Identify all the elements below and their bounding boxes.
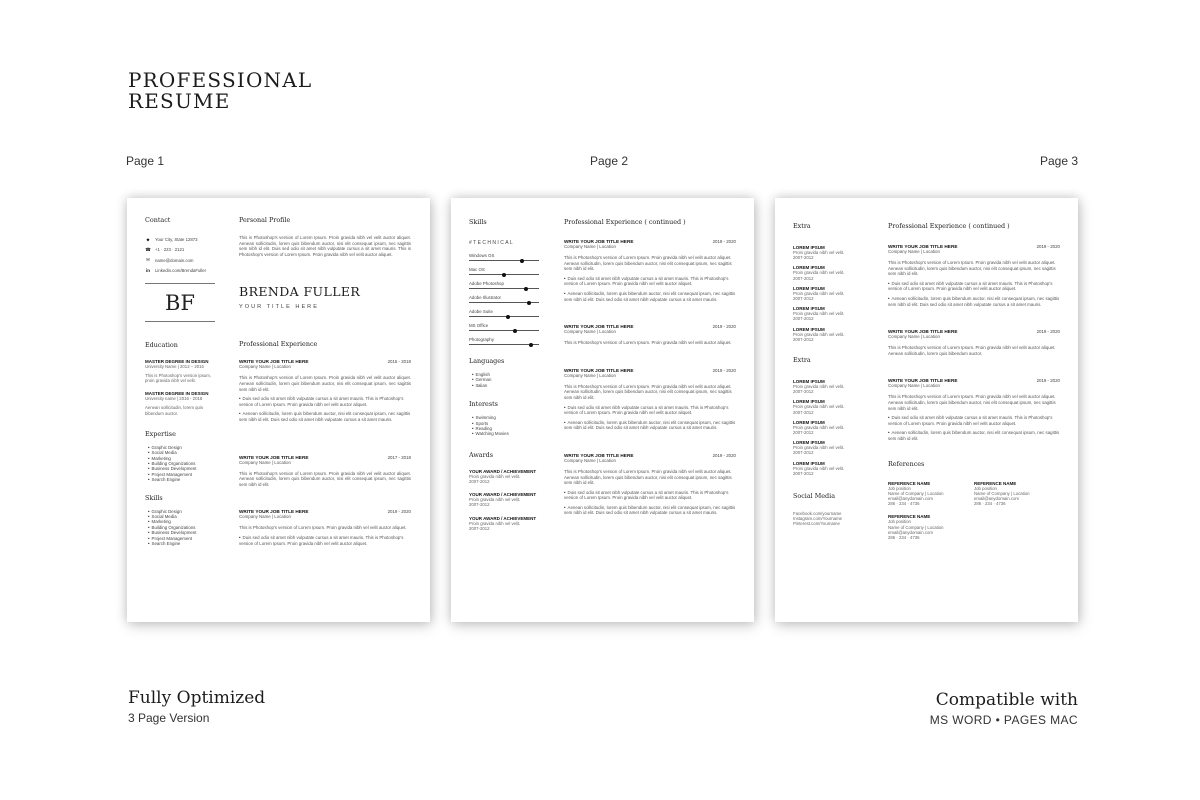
- languages-list: [472, 372, 544, 388]
- expertise-heading: Expertise: [145, 429, 176, 438]
- award-item: [469, 492, 544, 507]
- hero-title-line1: PROFESSIONAL: [128, 68, 313, 92]
- extra-item: [793, 265, 868, 280]
- job-bullet: [239, 535, 411, 546]
- job-bullet: [888, 296, 1060, 307]
- skill-level-dot: [520, 259, 524, 263]
- list-item: • Business Development: [148, 466, 220, 471]
- job-bullet: [888, 415, 1060, 426]
- skills-heading: Skills: [145, 493, 163, 502]
- list-item: • Social Media: [148, 514, 220, 519]
- experience-continued-heading: Professional Experience ( continued ): [888, 222, 1010, 230]
- skill-level-dot: [527, 301, 531, 305]
- skill-name: Windows OS: [469, 253, 495, 258]
- award-desc: Proin gravida nibh vel velit.: [469, 497, 521, 503]
- skills-list: [148, 509, 220, 547]
- awards-heading: Awards: [469, 450, 494, 459]
- award-title: YOUR AWARD / ACHIEVEMENT: [469, 468, 537, 474]
- references-grid: [888, 481, 1060, 541]
- job-bullet-text: Duis sed odio sit amet nibh vulputate cursus a sit amet mauris. This is Photoshop's version of Lorem Ipsum. Proin gravida nibh vel velit auctor aliquet.: [239, 534, 404, 546]
- award-year: 2007-2012: [469, 479, 490, 485]
- job-bullet: [564, 276, 736, 287]
- interests-list: [472, 415, 544, 437]
- monogram-box: [145, 283, 215, 322]
- expertise-list: [148, 445, 220, 483]
- award-year: 2007-2012: [469, 502, 490, 508]
- job-company: Company Name | Location: [564, 372, 616, 378]
- extra-title: LOREM IPSUM: [793, 399, 825, 405]
- job-entry: [239, 455, 411, 488]
- extra-item: [793, 461, 868, 476]
- skill-track: [469, 344, 539, 345]
- job-date: 2019 - 2020: [712, 452, 736, 458]
- job-bullet: [888, 430, 1060, 441]
- list-item: • Marketing: [148, 519, 220, 524]
- award-year: 2007-2012: [469, 525, 490, 531]
- extra-title: LOREM IPSUM: [793, 245, 825, 250]
- social-list: [793, 511, 868, 527]
- job-description: This is Photoshop's version of Lorem Ipsum. Proin gravida nibh vel velit auctor aliquet. Aenean sollicitudin, lorem quis bibendum auctor, nisi elit consequat ipsum, nec sagittis sem nibh id elit.: [239, 375, 411, 392]
- job-description: This is Photoshop's version of Lorem Ipsum. Proin gravida nibh vel velit auctor aliquet. Aenean sollicitudin, lorem quis bibendum auctor, nisi elit consequat ipsum, nec sagittis sem nibh id elit.: [564, 468, 732, 486]
- skill-bar: [469, 281, 544, 289]
- reference-email: email@anydomain.com: [974, 495, 1019, 501]
- skill-level-dot: [524, 287, 528, 291]
- job-date: 2019 - 2020: [712, 239, 736, 244]
- extra-year: 2007-2012: [793, 316, 814, 322]
- footer-left: [128, 688, 265, 725]
- profile-heading: Personal Profile: [239, 216, 291, 224]
- skill-track: [469, 330, 539, 331]
- skill-level-dot: [529, 343, 533, 347]
- contact-list: [145, 237, 220, 273]
- contact-location: [145, 237, 220, 242]
- skills-heading: Skills: [469, 218, 487, 226]
- job-bullet: [564, 490, 736, 501]
- skill-bar: [469, 295, 544, 303]
- job-description: This is Photoshop's version of Lorem Ipsum. Proin gravida nibh vel velit auctor aliquet. Aenean sollicitudin, lorem quis bibendum auctor, nisi elit consequat ipsum, nec sagittis sem nibh id elit.: [564, 383, 732, 400]
- page1-main: [239, 216, 411, 554]
- skill-name: Adobe Illustrator: [469, 295, 501, 300]
- candidate-name: BRENDA FULLER: [239, 284, 361, 300]
- skill-name: Photography: [469, 337, 494, 342]
- job-company: Company Name | Location: [564, 244, 616, 249]
- extra-title: LOREM IPSUM: [793, 419, 825, 425]
- job-header: [564, 368, 736, 378]
- award-title: YOUR AWARD / ACHIEVEMENT: [469, 492, 537, 498]
- job-company: Company Name | Location: [564, 329, 616, 335]
- experience-heading: Professional Experience: [239, 340, 318, 349]
- job-header: [564, 239, 736, 249]
- extra-desc: Proin gravida nibh vel velit.: [793, 465, 845, 471]
- job-date: 2019 - 2020: [712, 324, 736, 330]
- education-degree: MASTER DEGREE IN DESIGN: [145, 358, 209, 364]
- page1-sidebar: [145, 216, 220, 546]
- job-title: WRITE YOUR JOB TITLE HERE: [564, 239, 634, 244]
- job-bullet-text: Aenean sollicitudin, lorem quis bibendum auctor, nisi elit consequat ipsum, nec sagittis sem nibh id elit. Duis sed odio sit amet nibh vulputate cursus a sit amet mauris.: [888, 295, 1060, 307]
- award-title: YOUR AWARD / ACHIEVEMENT: [469, 515, 537, 521]
- job-header: [888, 244, 1060, 254]
- list-item: • Search Engine: [148, 477, 220, 482]
- hero-title-line2: RESUME: [128, 89, 231, 113]
- hero-title: [128, 70, 312, 112]
- extra-item: [793, 399, 868, 414]
- linkedin-icon: in: [146, 267, 150, 273]
- extra-heading-2: Extra: [793, 356, 811, 365]
- job-bullet: [564, 505, 736, 516]
- extra-item: [793, 306, 868, 321]
- page3-sidebar: [793, 222, 868, 527]
- extra-title: LOREM IPSUM: [793, 265, 825, 271]
- footer-right: [930, 690, 1078, 727]
- job-company: Company Name | Location: [239, 364, 291, 370]
- job-entry: [564, 324, 736, 346]
- job-bullet: [564, 405, 736, 416]
- technical-skills: [469, 253, 544, 345]
- job-header: [239, 509, 411, 519]
- extra-title: LOREM IPSUM: [793, 440, 825, 446]
- job-bullet: [239, 396, 411, 407]
- job-date: 2019 - 2020: [1036, 244, 1060, 249]
- reference-name: REFERENCE NAME: [888, 480, 931, 486]
- skill-track: [469, 302, 539, 303]
- page-label-3: Page 3: [1040, 154, 1079, 168]
- location-pin-icon: ⬥: [146, 237, 150, 242]
- extra-desc: Proin gravida nibh vel velit.: [793, 424, 845, 430]
- skill-name: MS Office: [469, 323, 489, 328]
- experience-list: [888, 244, 1060, 442]
- list-item: • English: [472, 372, 544, 377]
- list-item: • Italian: [472, 383, 544, 388]
- extra-desc: Proin gravida nibh vel velit.: [793, 445, 845, 451]
- page-label-1: Page 1: [126, 154, 165, 168]
- job-bullet-text: Duis sed odio sit amet nibh vulputate cursus a sit amet mauris. This is Photoshop's version of Lorem Ipsum. Proin gravida nibh vel velit auctor aliquet.: [564, 275, 729, 287]
- job-title: WRITE YOUR JOB TITLE HERE: [564, 452, 634, 458]
- job-date: 2017 - 2018: [387, 454, 411, 460]
- job-bullet-text: Duis sed odio sit amet nibh vulputate cursus a sit amet mauris. This is Photoshop's version of Lorem Ipsum. Proin gravida nibh vel velit auctor aliquet.: [239, 396, 404, 407]
- page-label-2: Page 2: [590, 154, 629, 168]
- extra-desc: Proin gravida nibh vel velit.: [793, 290, 845, 296]
- job-company: Company Name | Location: [239, 459, 291, 465]
- resume-page-1: [127, 198, 430, 622]
- experience-list: [239, 359, 411, 546]
- job-date: 2019 - 2020: [1036, 329, 1060, 335]
- job-bullet-text: Aenean sollicitudin, lorem quis bibendum auctor, nisi elit consequat ipsum, nec sagittis sem nibh id elit.: [888, 430, 1060, 441]
- skill-bar: [469, 337, 544, 345]
- extra-title: LOREM IPSUM: [793, 460, 825, 466]
- job-bullet-text: Duis sed odio sit amet nibh vulputate cursus a sit amet mauris. This is Photoshop's version of Lorem Ipsum. Proin gravida nibh vel velit auctor aliquet.: [888, 280, 1053, 292]
- fully-optimized-heading: Fully Optimized: [128, 688, 266, 708]
- extra-desc: Proin gravida nibh vel velit.: [793, 270, 845, 276]
- skill-name: Adobe Photoshop: [469, 281, 504, 286]
- reference-company: Name of Company | Location: [888, 524, 944, 530]
- extra-desc: Proin gravida nibh vel velit.: [793, 404, 845, 410]
- job-entry: [888, 244, 1060, 307]
- contact-phone-text: +1 · 223 · 2121: [155, 247, 185, 252]
- social-heading: Social Media: [793, 492, 836, 501]
- contact-email-text: name@domain.com: [155, 257, 194, 263]
- education-desc: This is Photoshop's version ipsum, proin gravida nibh vel velit.: [145, 372, 212, 383]
- list-item: • Sports: [472, 421, 544, 426]
- list-item: • Project Management: [148, 536, 220, 541]
- list-item: • Reading: [472, 426, 544, 431]
- list-item: • Marketing: [148, 456, 220, 461]
- job-date: 2015 - 2018: [387, 359, 411, 365]
- job-bullet-text: Duis sed odio sit amet nibh vulputate cursus a sit amet mauris. This is Photoshop's version of Lorem Ipsum. Proin gravida nibh vel velit auctor aliquet.: [564, 489, 729, 501]
- award-item: [469, 469, 544, 484]
- job-bullet-text: Aenean sollicitudin, lorem quis bibendum auctor, nisi elit consequat ipsum, nec sagittis sem nibh id elit. Duis sed odio sit amet nibh vulputate cursus a sit amet mauris.: [564, 419, 736, 431]
- job-description: This is Photoshop's version of Lorem Ipsum. Proin gravida nibh vel velit auctor aliquet. Aenean sollicitudin, lorem quis bibendum auctor, nisi elit consequat ipsum, nec sagittis sem nibh id elit.: [564, 255, 732, 272]
- extra-desc: Proin gravida nibh vel velit.: [793, 384, 845, 390]
- extra-list-2: [793, 379, 868, 476]
- list-item: • Building Organizations: [148, 461, 220, 466]
- phone-icon: ☎: [145, 246, 151, 252]
- skill-level-dot: [513, 329, 517, 333]
- reference-name: REFERENCE NAME: [974, 480, 1017, 486]
- technical-heading: #TECHNICAL: [469, 240, 515, 246]
- job-title: WRITE YOUR JOB TITLE HERE: [564, 324, 634, 330]
- job-title: WRITE YOUR JOB TITLE HERE: [888, 244, 958, 249]
- job-description: This is Photoshop's version of Lorem Ipsum. Proin gravida nibh vel velit auctor aliquet. Aenean sollicitudin, lorem quis bibendum auctor, nisi elit consequat ipsum, nec sagittis sem nibh id elit.: [239, 470, 411, 487]
- job-bullet-text: Aenean sollicitudin, lorem quis bibendum auctor, nisi elit consequat ipsum, nec sagittis sem nibh id elit. Duis sed odio sit amet nibh vulputate cursus a sit amet mauris.: [239, 411, 411, 422]
- job-header: [564, 324, 736, 334]
- reference-email: email@anydomain.com: [888, 495, 933, 501]
- reference-phone: 286 · 234 · 4736: [888, 501, 920, 507]
- job-company: Company Name | Location: [888, 249, 940, 254]
- experience-continued-heading: Professional Experience ( continued ): [564, 218, 686, 226]
- contact-location-text: Your City, State 12873: [155, 237, 198, 242]
- job-entry: [564, 239, 736, 302]
- extra-year: 2007-2012: [793, 389, 814, 395]
- extra-year: 2007-2012: [793, 450, 814, 456]
- skill-level-dot: [502, 273, 506, 277]
- extra-year: 2007-2012: [793, 255, 814, 261]
- skill-track: [469, 316, 539, 317]
- skill-bar: [469, 309, 544, 317]
- job-header: [888, 329, 1060, 339]
- reference-item: [974, 481, 1060, 507]
- job-title: WRITE YOUR JOB TITLE HERE: [564, 367, 634, 373]
- candidate-title: YOUR TITLE HERE: [239, 304, 319, 311]
- job-title: WRITE YOUR JOB TITLE HERE: [239, 454, 309, 460]
- education-item: [145, 359, 220, 384]
- skill-track: [469, 260, 539, 261]
- skill-track: [469, 274, 539, 275]
- job-header: [239, 455, 411, 465]
- list-item: • Watching Movies: [472, 431, 544, 436]
- list-item: • Project Management: [148, 472, 220, 477]
- contact-email: [145, 257, 220, 263]
- languages-heading: Languages: [469, 357, 505, 365]
- extra-desc: Proin gravida nibh vel velit.: [793, 311, 845, 317]
- job-header: [564, 453, 736, 463]
- job-description: This is Photoshop's version of Lorem Ipsum. Proin gravida nibh vel velit auctor aliquet. Aenean sollicitudin, lorem quis bibendum auctor, nisi elit consequat ipsum, nec sagittis sem nibh id elit.: [888, 394, 1056, 411]
- page2-sidebar: [469, 218, 544, 531]
- job-date: 2019 - 2020: [387, 509, 411, 515]
- reference-item: [888, 481, 974, 507]
- job-bullet-text: Aenean sollicitudin, lorem quis bibendum auctor, nisi elit consequat ipsum, nec sagittis sem nibh id elit. Duis sed odio sit amet nibh vulputate cursus a sit amet mauris.: [564, 290, 736, 302]
- compatible-heading: Compatible with: [935, 690, 1078, 710]
- reference-item: [888, 514, 974, 540]
- job-company: Company Name | Location: [564, 457, 616, 463]
- extra-item: [793, 379, 868, 394]
- list-item: • Graphic Design: [148, 445, 220, 450]
- monogram: BF: [164, 290, 195, 315]
- reference-company: Name of Company | Location: [974, 490, 1030, 496]
- education-item: [145, 391, 220, 416]
- resume-page-2: [451, 198, 754, 622]
- list-item: • Social Media: [148, 450, 220, 455]
- job-title: WRITE YOUR JOB TITLE HERE: [888, 329, 958, 335]
- extra-heading: Extra: [793, 222, 811, 230]
- skill-bar: [469, 267, 544, 275]
- reference-name: REFERENCE NAME: [888, 514, 931, 520]
- education-heading: Education: [145, 340, 178, 349]
- list-item: • Graphic Design: [148, 509, 220, 514]
- extra-year: 2007-2012: [793, 275, 814, 281]
- job-description: This is Photoshop's version of Lorem Ipsum. Proin gravida nibh vel velit auctor aliquet. Aenean sollicitudin, lorem quis bibendum auctor, nisi elit consequat ipsum, nec sagittis sem nibh id elit.: [888, 260, 1056, 277]
- extra-item: [793, 286, 868, 301]
- extra-title: LOREM IPSUM: [793, 326, 825, 332]
- job-entry: [888, 329, 1060, 356]
- skill-level-dot: [506, 315, 510, 319]
- list-item: • German: [472, 377, 544, 382]
- resume-page-3: [775, 198, 1078, 622]
- job-date: 2019 - 2020: [712, 367, 736, 373]
- job-entry: [564, 368, 736, 431]
- job-description: This is Photoshop's version of Lorem Ipsum. Proin gravida nibh vel velit auctor aliquet.: [239, 525, 407, 531]
- skill-bar: [469, 323, 544, 331]
- page2-main: [564, 218, 736, 524]
- contact-phone: [145, 247, 220, 253]
- job-header: [888, 378, 1060, 388]
- extra-title: LOREM IPSUM: [793, 285, 825, 291]
- extra-title: LOREM IPSUM: [793, 379, 825, 385]
- award-desc: Proin gravida nibh vel velit.: [469, 473, 521, 479]
- references-heading: References: [888, 459, 925, 468]
- skill-name: Mac OS: [469, 267, 485, 272]
- job-bullet-text: Duis sed odio sit amet nibh vulputate cursus a sit amet mauris. This is Photoshop's version of Lorem Ipsum. Proin gravida nibh vel velit auctor aliquet.: [888, 415, 1053, 426]
- job-bullet: [564, 291, 736, 302]
- reference-company: Name of Company | Location: [888, 490, 944, 496]
- job-bullet: [564, 420, 736, 431]
- extra-desc: Proin gravida nibh vel velit.: [793, 331, 845, 337]
- job-entry: [888, 378, 1060, 441]
- reference-email: email@anydomain.com: [888, 529, 933, 535]
- list-item: • Business Development: [148, 530, 220, 535]
- extra-item: [793, 327, 868, 342]
- job-bullet-text: Aenean sollicitudin, lorem quis bibendum auctor, nisi elit consequat ipsum, nec sagittis sem nibh id elit. Duis sed odio sit amet nibh vulputate cursus a sit amet mauris.: [564, 504, 736, 516]
- job-header: [239, 359, 411, 369]
- social-pinterest[interactable]: Pinterest.com/Yourname: [793, 521, 840, 527]
- contact-linkedin: [145, 268, 220, 273]
- job-bullet-text: Duis sed odio sit amet nibh vulputate cursus a sit amet mauris. This is Photoshop's version of Lorem Ipsum. Proin gravida nibh vel velit auctor aliquet.: [564, 404, 729, 416]
- extra-year: 2007-2012: [793, 430, 814, 436]
- list-item: • Building Organizations: [148, 525, 220, 530]
- list-item: • Swimming: [472, 415, 544, 420]
- social-instagram[interactable]: Instagram.com/Yourname: [793, 516, 843, 522]
- page3-main: [888, 222, 1060, 540]
- extra-desc: Proin gravida nibh vel velit.: [793, 250, 845, 255]
- skill-track: [469, 288, 539, 289]
- award-desc: Proin gravida nibh vel velit.: [469, 520, 521, 526]
- page-version-text: 3 Page Version: [128, 711, 210, 725]
- extra-year: 2007-2012: [793, 296, 814, 302]
- job-company: Company Name | Location: [888, 334, 940, 340]
- job-company: Company Name | Location: [239, 514, 291, 520]
- extra-item: [793, 420, 868, 435]
- job-entry: [564, 453, 736, 516]
- reference-role: Job position: [888, 485, 911, 491]
- profile-text: This is Photoshop's version of Lorem Ipsum. Proin gravida nibh vel velit auctor aliquet. Aenean sollicitudin, lorem quis bibendum auctor, nisi elit consequat ipsum, nec sagittis sem nibh id elit. Duis sed odio sit amet nibh vulputate cursus a sit amet mauris. This is Photoshop's version of Lorem Ipsum. Proin gravida nibh vel velit auctor aliquet.: [239, 235, 411, 257]
- job-company: Company Name | Location: [888, 383, 940, 389]
- experience-list: [564, 239, 736, 516]
- extra-year: 2007-2012: [793, 336, 814, 342]
- education-list: [145, 359, 220, 416]
- education-degree: MASTER DEGREE IN DESIGN: [145, 391, 209, 397]
- job-description: This is Photoshop's version of Lorem Ipsum. Proin gravida nibh vel velit auctor aliquet.: [564, 340, 732, 346]
- reference-role: Job position: [888, 519, 911, 525]
- extra-item: [793, 440, 868, 455]
- job-title: WRITE YOUR JOB TITLE HERE: [888, 378, 958, 384]
- reference-phone: 286 · 234 · 4736: [888, 534, 920, 540]
- extra-item: [793, 245, 868, 260]
- contact-linkedin-text: Linkedin.com/BrendaFuller: [155, 267, 207, 273]
- skill-name: Adobe Suite: [469, 309, 493, 314]
- reference-phone: 286 · 234 · 4736: [974, 501, 1006, 507]
- award-item: [469, 516, 544, 531]
- job-bullet: [888, 281, 1060, 292]
- extra-year: 2007-2012: [793, 409, 814, 415]
- extra-list: [793, 245, 868, 342]
- email-icon: ✉: [146, 257, 150, 262]
- extra-year: 2007-2012: [793, 470, 814, 476]
- job-title: WRITE YOUR JOB TITLE HERE: [239, 359, 309, 365]
- job-date: 2019 - 2020: [1036, 378, 1060, 384]
- job-description: This is Photoshop's version of Lorem Ipsum. Proin gravida nibh vel velit auctor aliquet. Aenean sollicitudin, lorem quis bibendum auctor.: [888, 345, 1056, 356]
- job-entry: [239, 509, 411, 546]
- interests-heading: Interests: [469, 400, 498, 409]
- education-school: University name | 2016 - 2018: [145, 396, 203, 402]
- job-entry: [239, 359, 411, 422]
- education-school: University Name | 2012 – 2016: [145, 363, 204, 369]
- compatible-apps: MS WORD • PAGES MAC: [929, 713, 1078, 727]
- skill-bar: [469, 253, 544, 261]
- job-bullet: [239, 411, 411, 422]
- job-title: WRITE YOUR JOB TITLE HERE: [239, 509, 309, 515]
- list-item: • Search Engine: [148, 541, 220, 546]
- extra-title: LOREM IPSUM: [793, 306, 825, 312]
- awards-list: [469, 469, 544, 531]
- reference-role: Job position: [974, 485, 997, 491]
- social-facebook[interactable]: Facebook.com/yourname: [793, 511, 842, 517]
- education-desc: Aenean sollicitudin, lorem quis bibendum auctor.: [145, 405, 204, 416]
- contact-heading: Contact: [145, 216, 171, 224]
